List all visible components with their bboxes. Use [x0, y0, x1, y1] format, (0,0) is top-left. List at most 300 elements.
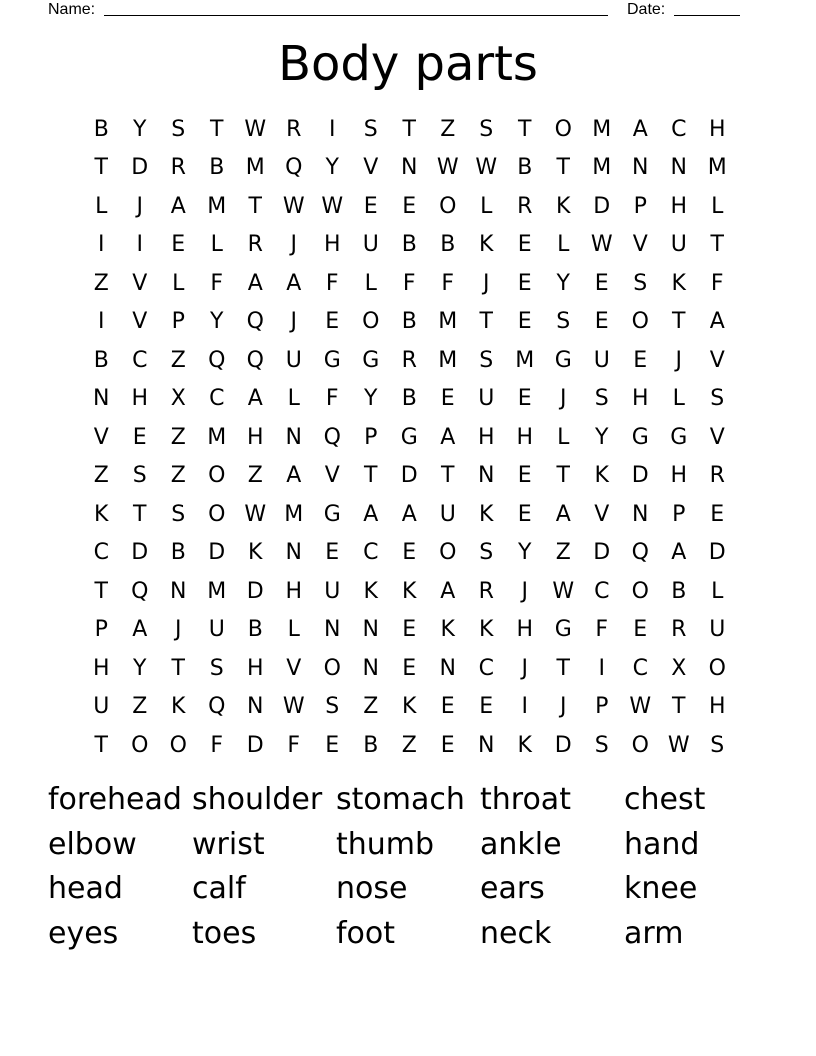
grid-letter: O	[208, 463, 226, 489]
grid-letter: L	[287, 386, 300, 412]
word-list-item: toes	[192, 915, 257, 951]
grid-letter: T	[556, 655, 570, 681]
grid-letter: K	[94, 501, 109, 527]
grid-letter: F	[402, 270, 416, 296]
grid-letter: B	[671, 578, 687, 604]
word-list-item: ankle	[480, 826, 562, 862]
grid-letter: R	[286, 116, 302, 142]
grid-letter: N	[285, 540, 302, 566]
grid-letter: Q	[131, 578, 149, 604]
word-list-item: ears	[480, 871, 545, 906]
grid-letter: U	[593, 347, 610, 373]
grid-letter: N	[632, 155, 649, 181]
grid-letter: Q	[208, 694, 226, 720]
grid-letter: A	[132, 617, 148, 643]
grid-letter: D	[208, 540, 226, 566]
grid-letter: N	[478, 732, 495, 758]
grid-letter: U	[208, 617, 225, 643]
grid-letter: Y	[133, 116, 147, 142]
grid-letter: E	[325, 540, 340, 566]
grid-letter: A	[286, 463, 302, 489]
grid-letter: G	[670, 424, 688, 450]
grid-letter: I	[598, 655, 605, 681]
word-list-item: hand	[624, 826, 700, 862]
grid-letter: P	[633, 193, 647, 219]
grid-letter: Y	[133, 655, 147, 681]
grid-letter: N	[285, 424, 302, 450]
grid-letter: W	[321, 193, 344, 219]
grid-letter: H	[708, 694, 726, 720]
grid-letter: V	[93, 424, 109, 450]
grid-letter: W	[475, 155, 498, 181]
grid-letter: K	[171, 694, 186, 720]
grid-letter: D	[593, 193, 611, 219]
grid-letter: L	[557, 424, 570, 450]
grid-letter: J	[521, 655, 528, 681]
grid-letter: S	[325, 694, 340, 720]
grid-letter: O	[631, 578, 649, 604]
grid-letter: S	[479, 116, 494, 142]
grid-letter: Y	[556, 270, 570, 296]
grid-letter: I	[521, 694, 528, 720]
grid-letter: H	[670, 193, 688, 219]
grid-letter: S	[710, 386, 725, 412]
grid-letter: N	[670, 155, 687, 181]
grid-letter: J	[175, 617, 182, 643]
grid-letter: N	[362, 617, 379, 643]
date-label: Date:	[627, 1, 666, 18]
grid-letter: B	[363, 732, 379, 758]
grid-letter: C	[132, 347, 148, 373]
grid-letter: G	[554, 347, 572, 373]
grid-letter: E	[171, 232, 186, 258]
grid-letter: K	[363, 578, 378, 604]
grid-letter: U	[285, 347, 302, 373]
grid-letter: D	[631, 463, 649, 489]
grid-letter: Q	[208, 347, 226, 373]
grid-letter: E	[710, 501, 725, 527]
grid-letter: E	[440, 386, 455, 412]
grid-letter: F	[287, 732, 301, 758]
grid-letter: O	[708, 655, 726, 681]
grid-letter: Q	[323, 424, 341, 450]
grid-letter: S	[633, 270, 648, 296]
grid-letter: T	[441, 463, 455, 489]
grid-letter: G	[400, 424, 418, 450]
grid-letter: F	[210, 270, 224, 296]
grid-letter: E	[517, 270, 532, 296]
grid-letter: K	[517, 732, 532, 758]
grid-letter: B	[209, 155, 225, 181]
grid-letter: W	[282, 193, 305, 219]
grid-letter: T	[133, 501, 147, 527]
grid-letter: N	[247, 694, 264, 720]
word-list-item: forehead	[48, 782, 182, 817]
grid-letter: L	[95, 193, 108, 219]
grid-letter: V	[286, 655, 302, 681]
grid-letter: A	[671, 540, 687, 566]
grid-letter: G	[554, 617, 572, 643]
grid-letter: H	[323, 232, 341, 258]
grid-letter: P	[94, 617, 108, 643]
grid-letter: T	[710, 232, 724, 258]
grid-letter: F	[325, 386, 339, 412]
grid-letter: T	[518, 116, 532, 142]
grid-letter: J	[521, 578, 528, 604]
grid-letter: A	[632, 116, 648, 142]
word-list-item: stomach	[336, 782, 465, 817]
grid-letter: O	[169, 732, 187, 758]
grid-letter: H	[92, 655, 110, 681]
word-list-item: neck	[480, 915, 552, 951]
grid-letter: M	[245, 155, 265, 181]
grid-letter: N	[401, 155, 418, 181]
grid-letter: A	[363, 501, 379, 527]
grid-letter: I	[98, 232, 105, 258]
grid-letter: U	[709, 617, 726, 643]
grid-letter: N	[93, 386, 110, 412]
grid-letter: K	[556, 193, 571, 219]
grid-letter: S	[363, 116, 378, 142]
grid-letter: E	[132, 424, 147, 450]
grid-letter: W	[590, 232, 613, 258]
grid-letter: T	[94, 155, 108, 181]
grid-letter: P	[171, 309, 185, 335]
grid-letter: Z	[401, 732, 417, 758]
grid-letter: S	[171, 116, 186, 142]
grid-letter: H	[131, 386, 149, 412]
grid-letter: S	[710, 732, 725, 758]
grid-letter: T	[556, 155, 570, 181]
grid-letter: N	[170, 578, 187, 604]
grid-letter: V	[132, 270, 148, 296]
grid-letter: S	[209, 655, 224, 681]
grid-letter: A	[247, 270, 263, 296]
grid-letter: X	[170, 386, 186, 412]
grid-letter: K	[440, 617, 455, 643]
grid-letter: U	[324, 578, 341, 604]
grid-letter: Y	[364, 386, 378, 412]
grid-letter: S	[171, 501, 186, 527]
grid-letter: C	[93, 540, 109, 566]
grid-letter: E	[594, 270, 609, 296]
grid-letter: U	[93, 694, 110, 720]
grid-letter: F	[210, 732, 224, 758]
grid-letter: E	[517, 232, 532, 258]
grid-letter: B	[440, 232, 456, 258]
grid-letter: O	[439, 540, 457, 566]
grid-letter: U	[439, 501, 456, 527]
grid-letter: V	[132, 309, 148, 335]
grid-letter: I	[98, 309, 105, 335]
grid-letter: K	[248, 540, 263, 566]
grid-letter: U	[362, 232, 379, 258]
page-title: Body parts	[278, 36, 538, 92]
grid-letter: D	[400, 463, 418, 489]
grid-letter: H	[246, 424, 264, 450]
grid-letter: B	[401, 386, 417, 412]
grid-letter: Q	[631, 540, 649, 566]
grid-letter: L	[711, 193, 724, 219]
grid-letter: E	[517, 309, 532, 335]
name-label: Name:	[48, 1, 96, 18]
grid-letter: Z	[247, 463, 263, 489]
grid-letter: X	[671, 655, 687, 681]
grid-letter: O	[131, 732, 149, 758]
grid-letter: O	[323, 655, 341, 681]
grid-letter: E	[325, 732, 340, 758]
grid-letter: F	[710, 270, 724, 296]
grid-letter: S	[594, 386, 609, 412]
grid-letter: J	[290, 309, 297, 335]
word-list-item: throat	[480, 782, 571, 817]
grid-letter: V	[324, 463, 340, 489]
grid-letter: M	[592, 116, 612, 142]
grid-letter: W	[552, 578, 575, 604]
grid-letter: W	[436, 155, 459, 181]
word-list-item: elbow	[48, 826, 137, 862]
grid-letter: J	[290, 232, 297, 258]
grid-letter: N	[324, 617, 341, 643]
grid-letter: M	[438, 347, 458, 373]
grid-letter: M	[438, 309, 458, 335]
grid-letter: K	[402, 578, 417, 604]
grid-letter: O	[631, 309, 649, 335]
grid-letter: A	[555, 501, 571, 527]
grid-letter: E	[517, 501, 532, 527]
grid-letter: E	[594, 309, 609, 335]
word-list-item: calf	[192, 871, 246, 906]
grid-letter: V	[363, 155, 379, 181]
grid-letter: C	[209, 386, 225, 412]
word-list-item: nose	[336, 871, 408, 906]
grid-letter: M	[592, 155, 612, 181]
grid-letter: L	[480, 193, 493, 219]
grid-letter: K	[479, 617, 494, 643]
grid-letter: W	[244, 116, 267, 142]
grid-letter: H	[246, 655, 264, 681]
grid-letter: J	[136, 193, 143, 219]
grid-letter: T	[248, 193, 262, 219]
grid-letter: M	[207, 424, 227, 450]
grid-letter: R	[671, 617, 687, 643]
grid-letter: A	[247, 386, 263, 412]
grid-letter: Z	[170, 347, 186, 373]
grid-letter: T	[556, 463, 570, 489]
grid-letter: D	[708, 540, 726, 566]
grid-letter: A	[709, 309, 725, 335]
grid-letter: D	[554, 732, 572, 758]
grid-letter: Y	[595, 424, 609, 450]
grid-letter: D	[593, 540, 611, 566]
grid-letter: V	[632, 232, 648, 258]
date-blank-line[interactable]	[674, 15, 740, 16]
grid-letter: R	[709, 463, 725, 489]
grid-letter: A	[401, 501, 417, 527]
grid-letter: S	[556, 309, 571, 335]
word-list-item: wrist	[192, 826, 265, 862]
word-list-item: eyes	[48, 915, 119, 951]
grid-letter: H	[708, 116, 726, 142]
grid-letter: M	[515, 347, 535, 373]
grid-letter: H	[516, 424, 534, 450]
grid-letter: C	[363, 540, 379, 566]
word-list-item: shoulder	[192, 782, 323, 817]
grid-letter: H	[516, 617, 534, 643]
grid-letter: Y	[325, 155, 339, 181]
grid-letter: W	[629, 694, 652, 720]
grid-letter: E	[633, 617, 648, 643]
grid-letter: Y	[518, 540, 532, 566]
grid-letter: K	[594, 463, 609, 489]
grid-letter: Q	[246, 309, 264, 335]
grid-letter: E	[402, 540, 417, 566]
grid-letter: P	[672, 501, 686, 527]
grid-letter: B	[93, 116, 109, 142]
grid-letter: O	[554, 116, 572, 142]
grid-letter: Z	[363, 694, 379, 720]
grid-letter: J	[560, 694, 567, 720]
grid-letter: C	[632, 655, 648, 681]
grid-letter: W	[244, 501, 267, 527]
grid-letter: L	[210, 232, 223, 258]
grid-letter: T	[672, 309, 686, 335]
grid-letter: Z	[93, 463, 109, 489]
grid-letter: N	[362, 655, 379, 681]
grid-letter: A	[170, 193, 186, 219]
grid-letter: N	[632, 501, 649, 527]
grid-letter: D	[246, 578, 264, 604]
word-list-item: knee	[624, 871, 698, 906]
word-list-item: thumb	[336, 826, 435, 862]
grid-letter: Z	[170, 424, 186, 450]
grid-letter: R	[170, 155, 186, 181]
grid-letter: Y	[210, 309, 224, 335]
grid-letter: R	[401, 347, 417, 373]
grid-letter: W	[667, 732, 690, 758]
grid-letter: K	[671, 270, 686, 296]
grid-letter: Q	[285, 155, 303, 181]
grid-letter: C	[671, 116, 687, 142]
grid-letter: Z	[555, 540, 571, 566]
grid-letter: L	[557, 232, 570, 258]
grid-letter: B	[247, 617, 263, 643]
grid-letter: D	[131, 540, 149, 566]
grid-letter: T	[672, 694, 686, 720]
grid-letter: U	[670, 232, 687, 258]
grid-letter: R	[478, 578, 494, 604]
word-list-item: foot	[336, 915, 396, 951]
grid-letter: K	[402, 694, 417, 720]
grid-letter: T	[94, 578, 108, 604]
grid-letter: V	[594, 501, 610, 527]
grid-letter: S	[132, 463, 147, 489]
grid-letter: T	[364, 463, 378, 489]
grid-letter: B	[170, 540, 186, 566]
grid-letter: L	[287, 617, 300, 643]
grid-letter: O	[362, 309, 380, 335]
name-blank-line[interactable]	[104, 15, 608, 16]
grid-letter: A	[286, 270, 302, 296]
grid-letter: B	[401, 309, 417, 335]
grid-letter: G	[323, 501, 341, 527]
grid-letter: I	[329, 116, 336, 142]
grid-letter: H	[670, 463, 688, 489]
grid-letter: M	[284, 501, 304, 527]
grid-letter: C	[594, 578, 610, 604]
grid-letter: S	[479, 540, 494, 566]
grid-letter: R	[517, 193, 533, 219]
grid-letter: O	[631, 732, 649, 758]
grid-letter: G	[323, 347, 341, 373]
grid-letter: T	[210, 116, 224, 142]
grid-letter: S	[594, 732, 609, 758]
grid-letter: Z	[170, 463, 186, 489]
grid-letter: E	[633, 347, 648, 373]
word-list-item: arm	[624, 915, 684, 951]
word-list-item: head	[48, 871, 123, 906]
grid-letter: G	[631, 424, 649, 450]
grid-letter: L	[711, 578, 724, 604]
grid-letter: L	[172, 270, 185, 296]
grid-letter: R	[247, 232, 263, 258]
grid-letter: K	[479, 232, 494, 258]
grid-letter: L	[364, 270, 377, 296]
grid-letter: T	[171, 655, 185, 681]
grid-letter: T	[402, 116, 416, 142]
grid-letter: V	[709, 424, 725, 450]
grid-letter: E	[440, 694, 455, 720]
grid-letter: D	[246, 732, 264, 758]
grid-letter: N	[478, 463, 495, 489]
grid-letter: W	[282, 694, 305, 720]
grid-letter: E	[440, 732, 455, 758]
grid-letter: B	[517, 155, 533, 181]
grid-letter: E	[402, 655, 417, 681]
grid-letter: D	[131, 155, 149, 181]
grid-letter: E	[479, 694, 494, 720]
grid-letter: K	[479, 501, 494, 527]
grid-letter: M	[707, 155, 727, 181]
grid-letter: F	[441, 270, 455, 296]
word-list-item: chest	[624, 782, 706, 817]
grid-letter: Z	[93, 270, 109, 296]
grid-letter: E	[325, 309, 340, 335]
grid-letter: H	[285, 578, 303, 604]
grid-letter: A	[440, 424, 456, 450]
grid-letter: P	[595, 694, 609, 720]
grid-letter: S	[479, 347, 494, 373]
grid-letter: J	[483, 270, 490, 296]
grid-letter: T	[479, 309, 493, 335]
grid-letter: P	[364, 424, 378, 450]
word-search-grid	[82, 110, 737, 765]
grid-letter: H	[631, 386, 649, 412]
grid-letter: I	[136, 232, 143, 258]
grid-letter: J	[675, 347, 682, 373]
grid-letter: O	[439, 193, 457, 219]
grid-letter: E	[517, 463, 532, 489]
grid-letter: L	[672, 386, 685, 412]
grid-letter: V	[709, 347, 725, 373]
grid-letter: E	[402, 193, 417, 219]
word-list	[48, 778, 768, 956]
grid-letter: E	[363, 193, 378, 219]
grid-letter: H	[477, 424, 495, 450]
grid-letter: Z	[132, 694, 148, 720]
grid-letter: U	[478, 386, 495, 412]
grid-letter: N	[439, 655, 456, 681]
